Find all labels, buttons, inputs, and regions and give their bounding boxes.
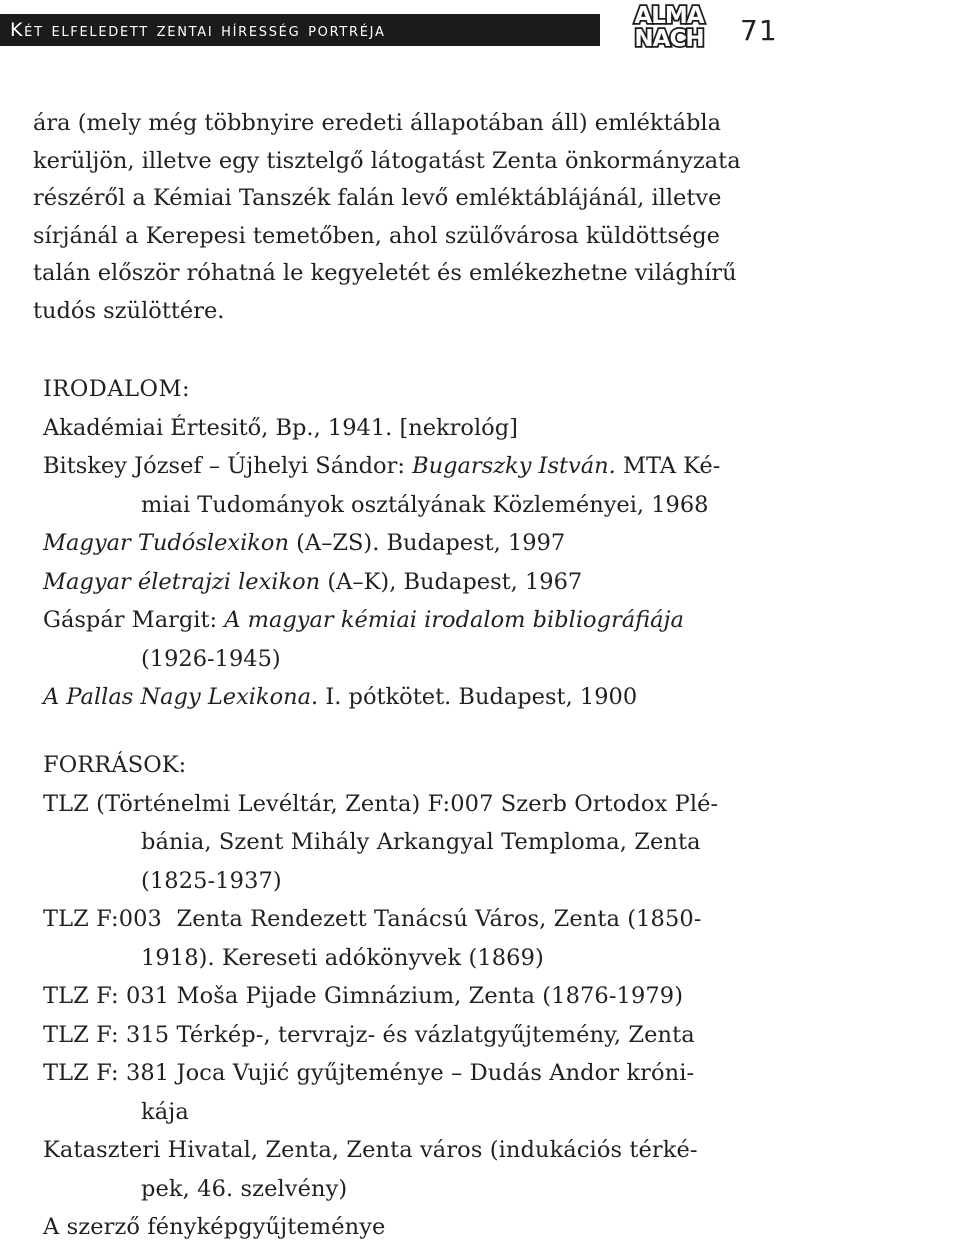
running-title: Két elfeledett zentai híresség portréja (10, 19, 386, 41)
literature-entry-line (43, 563, 853, 602)
source-entry-line: TLZ F:003 Zenta Rendezett Tanácsú Város, Zenta (1850- (43, 906, 702, 932)
sources-heading: FORRÁSOK: (43, 752, 187, 778)
page-number: 71 (740, 14, 778, 47)
literature-entry-line (43, 447, 853, 486)
source-entry-line: TLZ F: 381 Joca Vujić gyűjteménye – Dudás Andor króni- (43, 1060, 695, 1086)
source-entry-line: TLZ F: 315 Térkép-, tervrajz- és vázlatgyűjtemény, Zenta (43, 1021, 695, 1048)
logo-text-top: ALMA (634, 3, 704, 29)
source-entry-line: kája (141, 1098, 189, 1125)
title-italic: Magyar életrajzi lexikon (43, 568, 321, 595)
logo-text-bottom: NACH (634, 26, 704, 48)
entry-text: (1926-1945) (141, 645, 281, 672)
title-italic: Magyar Tudóslexikon (43, 530, 289, 556)
source-entry-line: bánia, Szent Mihály Arkangyal Temploma, Zenta (141, 829, 701, 855)
almanach-logo (623, 2, 715, 48)
entry-text: Bitskey József – Újhelyi Sándor: (43, 453, 413, 479)
intro-paragraph (33, 105, 853, 330)
entry-text: Akadémiai Értesitő, Bp., 1941. [nekrológ] (43, 414, 518, 441)
entry-text: (A–K), Budapest, 1967 (320, 568, 583, 595)
intro-line: sírjánál a Kerepesi temetőben, ahol szülővárosa küldöttsége (33, 222, 720, 249)
source-entry-line: TLZ F: 031 Moša Pijade Gimnázium, Zenta (1876-1979) (43, 983, 684, 1009)
source-entry-line: A szerző fényképgyűjteménye (43, 1214, 386, 1240)
title-italic: Bugarszky István. (412, 453, 616, 479)
running-header-bar (0, 14, 600, 46)
sources-list (43, 785, 853, 1247)
entry-text: miai Tudományok osztályának Közleményei, 1968 (141, 491, 709, 518)
entry-text: (A–ZS). Budapest, 1997 (288, 530, 566, 556)
intro-line: talán először róhatná le kegyeletét és emlékezhetne világhírű (33, 260, 737, 286)
title-italic: A magyar kémiai irodalom bibliográfiája (224, 607, 684, 633)
literature-entry-line (43, 486, 853, 525)
literature-entry-line (43, 409, 853, 448)
source-entry-line: Kataszteri Hivatal, Zenta, Zenta város (indukációs térké- (43, 1137, 698, 1163)
literature-entry-line (43, 524, 853, 563)
source-entry-line: pek, 46. szelvény) (141, 1175, 348, 1202)
literature-entry-line (43, 601, 853, 640)
title-italic: A Pallas Nagy Lexikona. (43, 684, 319, 710)
entry-text: MTA Ké- (615, 453, 721, 479)
intro-line: tudós szülöttére. (33, 297, 225, 324)
literature-entry-line (43, 640, 853, 679)
intro-line: ára (mely még többnyire eredeti állapotában áll) emléktábla (33, 110, 722, 136)
intro-line: részéről a Kémiai Tanszék falán levő emléktáblájánál, illetve (33, 185, 722, 211)
entry-text: Gáspár Margit: (43, 607, 225, 633)
intro-line: kerüljön, illetve egy tisztelgő látogatást Zenta önkormányzata (33, 147, 741, 174)
entry-text: I. pótkötet. Budapest, 1900 (318, 684, 638, 710)
source-entry-line: (1825-1937) (141, 867, 282, 894)
sources-section (43, 746, 853, 1247)
literature-entry-line (43, 678, 853, 717)
literature-heading: IRODALOM: (43, 376, 191, 402)
source-entry-line: 1918). Kereseti adókönyvek (1869) (141, 944, 544, 971)
source-entry-line: TLZ (Történelmi Levéltár, Zenta) F:007 Szerb Ortodox Plé- (43, 790, 719, 817)
literature-list (43, 409, 853, 717)
literature-section (43, 370, 853, 717)
